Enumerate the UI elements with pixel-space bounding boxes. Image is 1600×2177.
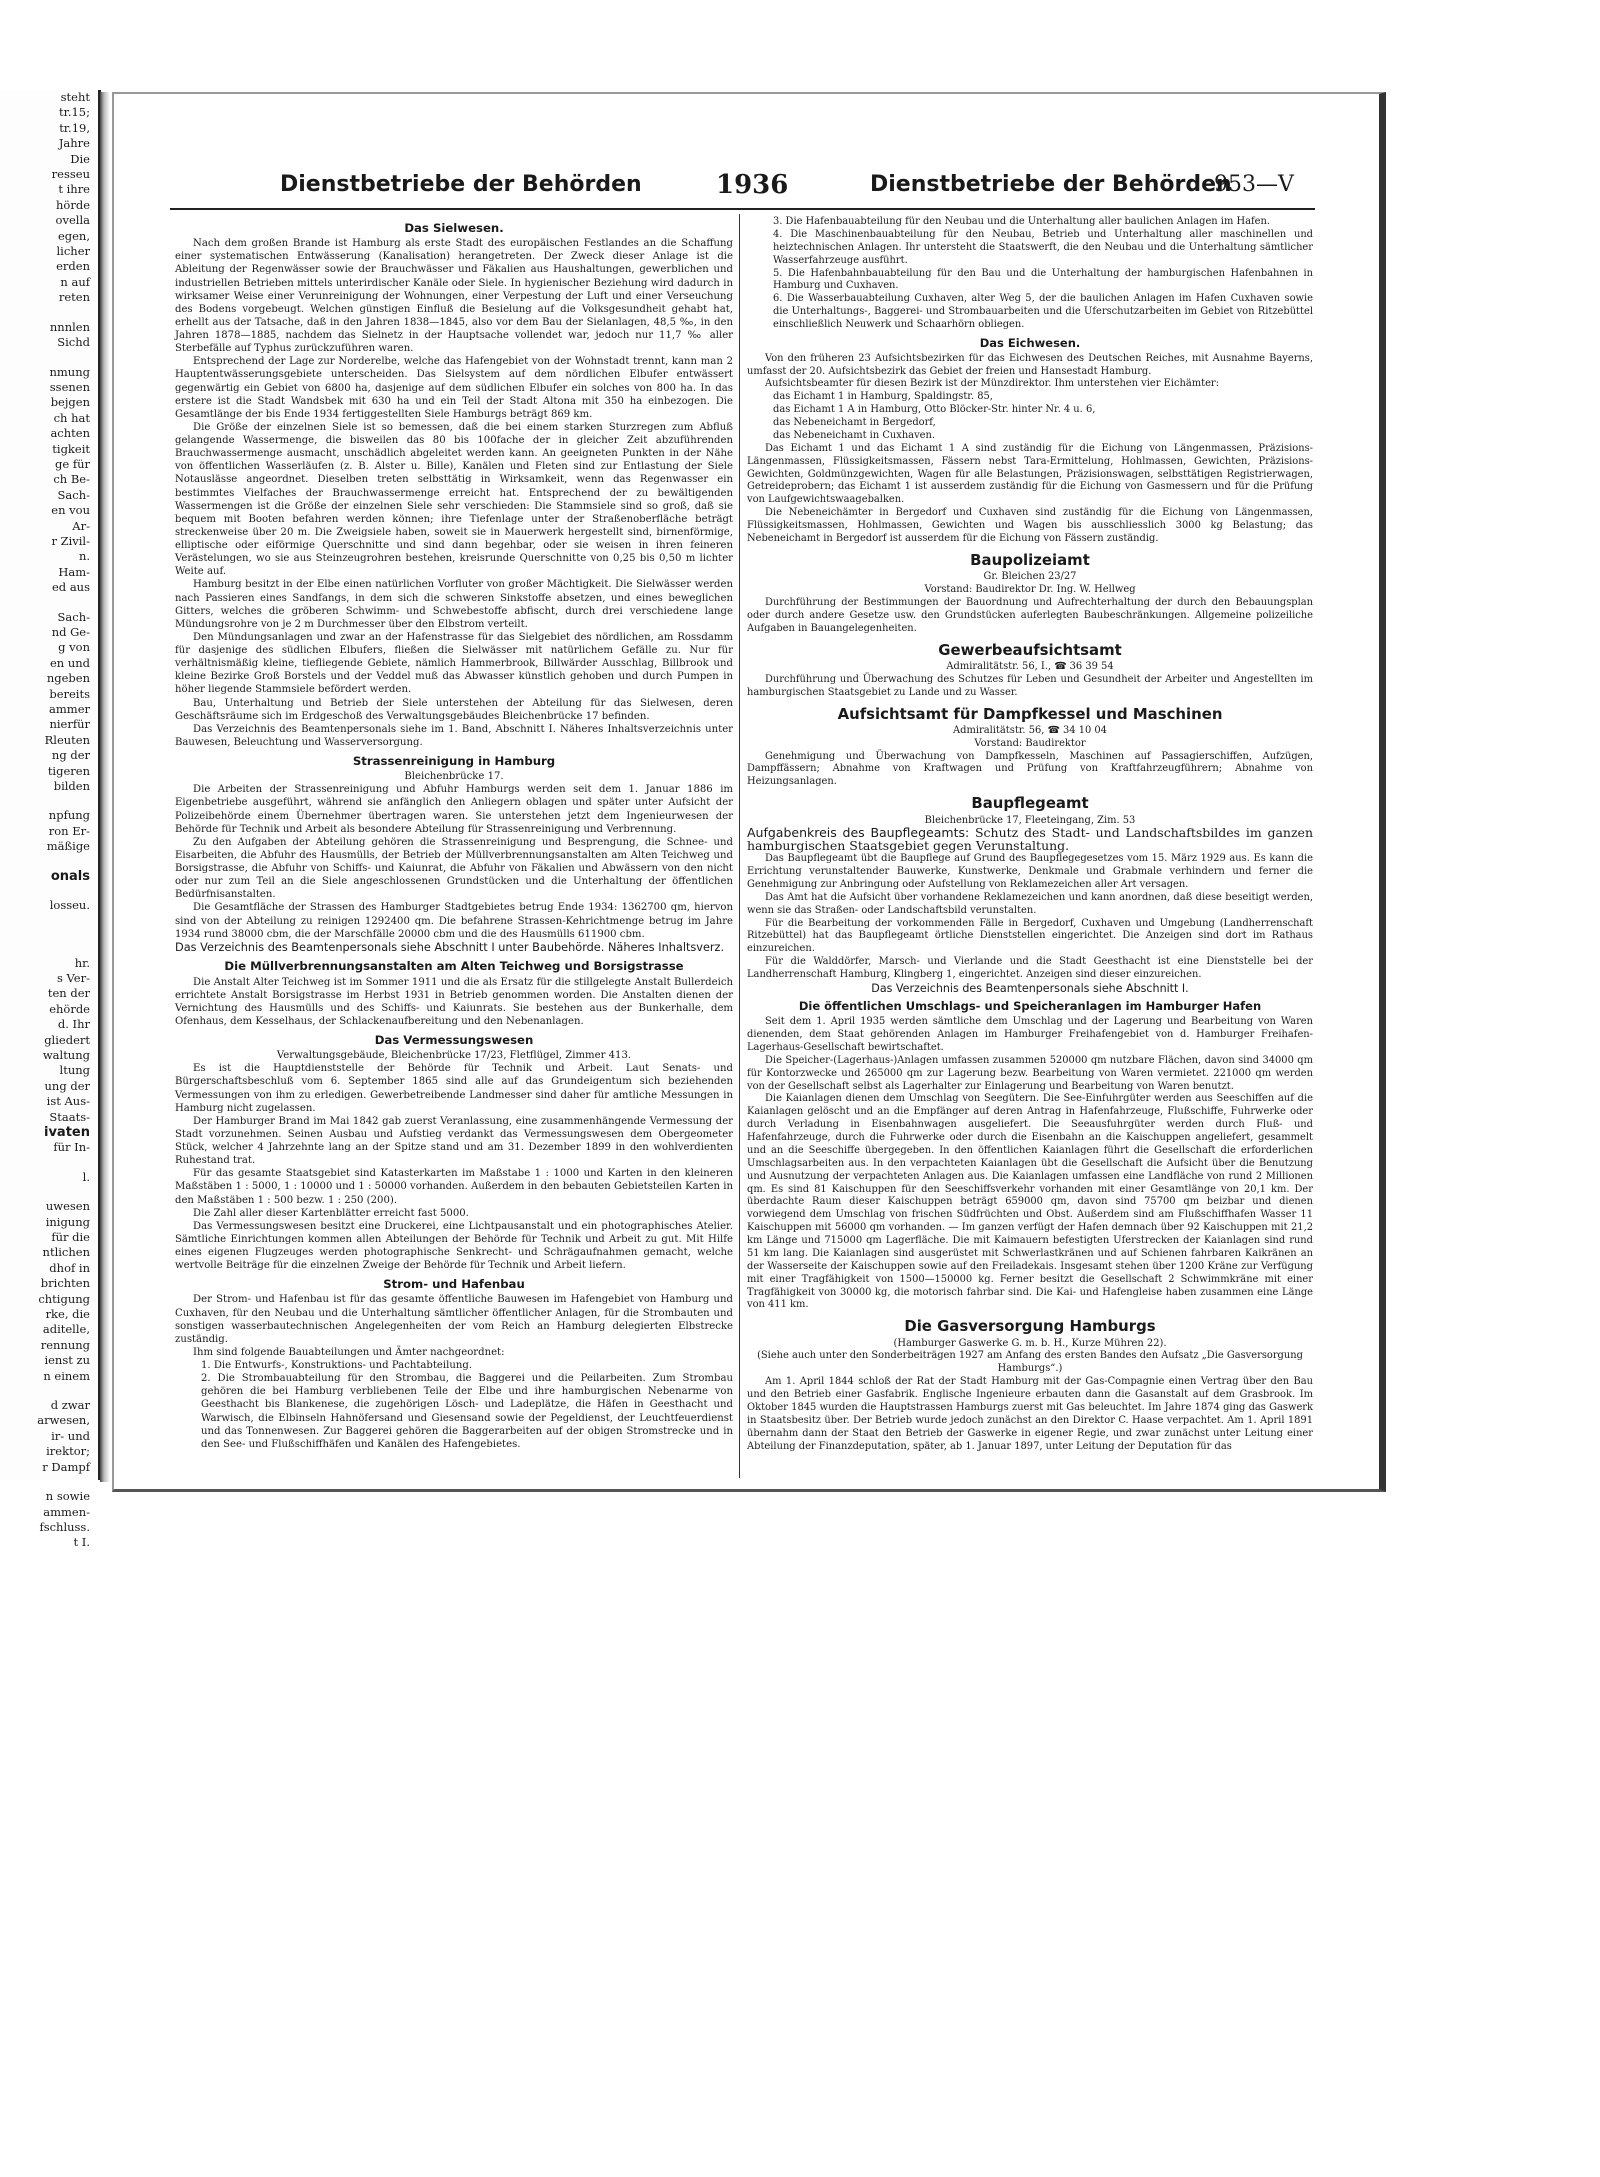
section-title-umschlagsanlagen: Die öffentlichen Umschlags- und Speicheranlagen im Hamburger Hafen [798, 999, 1262, 1014]
paragraph: Ihm sind folgende Bauabteilungen und Ämter nachgeordnet: [193, 1346, 505, 1358]
fragment-line: ntlichen [42, 1245, 90, 1260]
fragment-line: ch Be- [53, 472, 90, 487]
section-title-strom-hafenbau: Strom- und Hafenbau [383, 1277, 525, 1292]
page-number: 953—V [1214, 172, 1294, 197]
list-item: 2. Die Strombauabteilung für den Strombau, die Baggerei und die Peilarbeiten. Zum Strombau gehören die bei Hamburg verbliebenen Teile der Elbe und ihre hamburgischen Nebenarme von Geesthacht bis Blankenese, die zugehörigen Lösch- und Ladeplätze, die Häfen in Geesthacht und Warwisch, die Elbinseln Hahnöfersand und Giesensand sowie der Pegeldienst, der Leuchtfeuerdienst und das Tonnenwesen. Zur Baggerei gehören die Baggerarbeiten auf der obigen Stromstrecke und in den See- und Flußschiffhäfen und Kanälen des Hafengebietes. [201, 1373, 733, 1450]
fragment-gap [0, 1384, 98, 1398]
fragment-gap [0, 596, 98, 610]
paragraph: Genehmigung und Überwachung von Dampfkesseln, Maschinen auf Passagierschiffen, Aufzügen, Dampffässern; Abnahme von Kraftwagen und Prüfung von Kraftfahrzeugführern; Abnahme von Heizungsanlagen. [747, 750, 1313, 788]
fragment-line: en vou [51, 503, 90, 518]
paragraph: Das Vermessungswesen besitzt eine Druckerei, eine Lichtpausanstalt und ein photographisches Atelier. Sämtliche Einrichtungen kommen allen Abteilungen der Behörde für Technik und Arbeit zu gut. Mit Hilfe eines eigenen Flugzeuges werden photographische Senkrecht- und Schrägaufnahmen gemacht, welche wertvolle Beiträge für die einzelnen Zweige der Behörde für Technik und Arbeit liefern. [175, 1220, 733, 1272]
paragraph: Zu den Aufgaben der Abteilung gehören die Strassenreinigung und Besprengung, die Schnee- und Eisarbeiten, die Abfuhr des Hausmülls, der Betrieb der Müllverbrennungsanstalten am Alten Teichweg und Borsigstrasse, die Abfuhr von Schiffs- und Kaiunrat, die Abfuhr von Fäkalien und Abwässern von den nicht oder nur zum Teil an die Siele angeschlossenen Grundstücken und die Unterhaltung der öffentlichen Bedürfnisanstalten. [175, 836, 733, 901]
fragment-line: ng der [51, 748, 90, 763]
list-item: das Nebeneichamt in Bergedorf, [773, 417, 936, 429]
list-item: 3. Die Hafenbauabteilung für den Neubau und die Unterhaltung aller baulichen Anlagen im Hafen. [773, 216, 1270, 227]
fragment-line: nierfür [49, 717, 90, 732]
fragment-gap [0, 884, 98, 898]
fragment-gap [0, 914, 98, 928]
fragment-line: t ihre [58, 182, 90, 197]
section-title-gasversorgung: Die Gasversorgung Hamburgs [904, 1317, 1156, 1336]
fragment-line: ienst zu [44, 1353, 90, 1368]
fragment-line: Jahre [58, 136, 90, 151]
right-column [747, 216, 1313, 1453]
aufgabenkreis [747, 827, 1313, 853]
fragment-line: steht [60, 90, 90, 104]
section-title-gewerbeaufsichtsamt: Gewerbeaufsichtsamt [938, 640, 1122, 659]
personnel-note: Das Verzeichnis des Beamtenpersonals siehe Abschnitt I. [871, 981, 1189, 995]
fragment-line: nnnlen [49, 319, 90, 334]
fragment-gap [0, 1156, 98, 1170]
paragraph: Hamburg besitzt in der Elbe einen natürlichen Vorfluter von großer Mächtigkeit. Die Sielwässer werden nach Passieren eines Sandfangs, in dem sich die schweren Sinkstoffe absetzen, und eines beweglichen Gitters, welches die gröberen Schwimm- und Schwebestoffe abfischt, durch drei verschiedene lange Mündungsrohre von je 2 m Durchmesser über den Elbstrom verteilt. [175, 579, 733, 630]
fragment-line: g von [58, 640, 90, 655]
section-title-eichwesen: Das Eichwesen. [979, 335, 1081, 350]
fragment-line: ge für [55, 456, 90, 471]
fragment-line: ssenen [49, 379, 90, 394]
paragraph: Die Speicher-(Lagerhaus-)Anlagen umfassen zusammen 520000 qm nutzbare Flächen, davon sind 34000 qm für Kontorzwecke und 265000 qm zur Lagerung bezw. Bearbeitung von Waren vermietet. 221000 qm werden von der Gesellschaft selbst als Lagerhalter zur Einlagerung und Bearbeitung von Waren benutzt. [747, 1054, 1313, 1092]
address: Bleichenbrücke 17. [404, 771, 504, 783]
section-title-muellverbrennung: Die Müllverbrennungsanstalten am Alten Teichweg und Borsigstrasse [224, 959, 684, 974]
fragment-line: r Dampf [42, 1459, 90, 1474]
personnel-note: Das Verzeichnis des Beamtenpersonals siehe Abschnitt I unter Baubehörde. Näheres Inhaltsverz. [175, 940, 725, 954]
fragment-line: ovella [55, 213, 90, 228]
paragraph: Durchführung der Bestimmungen der Bauordnung und Aufrechterhaltung der durch den Bebauungsplan oder durch andere Gesetze usw. den Grundstücken auferlegten Baubeschränkungen. Allgemeine polizeiliche Aufgaben in Bauangelegenheiten. [747, 596, 1313, 634]
fragment-line: waltung [42, 1047, 90, 1062]
fragment-line: nd Ge- [51, 625, 90, 639]
fragment-line: ammer [49, 702, 90, 717]
paragraph: Das Amt hat die Aufsicht über vorhandene Reklamezeichen und kann anordnen, daß diese beseitigt werden, wenn sie das Straßen- oder Landschaftsbild verunstalten. [747, 891, 1313, 916]
fragment-line: n. [78, 549, 90, 564]
section-title-vermessungswesen: Das Vermessungswesen [374, 1033, 534, 1048]
fragment-line: chtigung [38, 1291, 90, 1306]
left-column [175, 216, 733, 1451]
fragment-line: aditelle, [42, 1322, 90, 1337]
address: Admiralitätstr. 56, ☎ 34 10 04 [953, 724, 1107, 736]
fragment-line: Sichd [57, 335, 90, 350]
list-item: 4. Die Maschinenbauabteilung für den Neubau, Betrieb und Unterhaltung aller maschinellen und heiztechnischen Anlagen. Ihr untersteht die Staatswerft, die den Neubau und die Unterhaltung sämtlicher Wasserfahrzeuge ausführt. [773, 228, 1313, 266]
fragment-line: ten der [47, 986, 90, 1001]
paragraph: Das Eichamt 1 und das Eichamt 1 A sind zuständig für die Eichung von Längenmassen, Präzisions-Längenmassen, Flüssigkeitsmassen, Fässern nebst Tara-Ermittelung, Hohlmassen, Gewichten, Präzisions-Gewichten, Goldmünzgewichten, Wagen für alle Belastungen, Präzisionswagen, selbsttätigen Registrierwagen, Getreideprobern; das Eichamt 1 ist ausserdem zuständig für die Eichung von Gasmessern und für die Prüfung von Laufgewichtswaagebalken. [747, 442, 1313, 506]
fragment-line: bilden [53, 779, 90, 794]
fragment-line: egen, [57, 228, 90, 243]
fragment-line: dhof in [49, 1260, 90, 1275]
fragment-line: rke, die [45, 1307, 90, 1322]
aufgabenkreis-label: Aufgabenkreis des Baupflegeamts: [747, 825, 970, 841]
fragment-line: hr. [74, 955, 90, 970]
fragment-gap [0, 794, 98, 808]
header-year: 1936 [716, 170, 789, 200]
fragment-gap [0, 306, 98, 320]
list-item: das Nebeneichamt in Cuxhaven. [773, 429, 935, 441]
paragraph: Das Verzeichnis des Beamtenpersonals siehe im 1. Band, Abschnitt I. Näheres Inhaltsverzeichnis unter Bauwesen, Beleuchtung und Wasserversorgung. [175, 723, 733, 748]
fragment-line: Die [70, 151, 90, 166]
fragment-line: t I. [73, 1535, 90, 1550]
fragment-line: ed aus [52, 580, 90, 595]
paragraph: Aufsichtsbeamter für diesen Bezirk ist der Münzdirektor. Ihm unterstehen vier Eichämter: [765, 378, 1219, 390]
fragment-line: onals [50, 868, 90, 884]
fragment-line: n auf [60, 274, 90, 289]
paragraph: Bau, Unterhaltung und Betrieb der Siele unterstehen der Abteilung für das Sielwesen, deren Geschäftsräume sich im Erdgeschoß des Verwaltungsgebäudes Bleichenbrücke 17 befinden. [175, 697, 733, 722]
section-title-baupflegeamt: Baupflegeamt [971, 794, 1089, 813]
fragment-line: n einem [43, 1368, 90, 1383]
fragment-line: l. [82, 1169, 90, 1184]
fragment-line: bejgen [50, 395, 90, 410]
paragraph: Der Strom- und Hafenbau ist für das gesamte öffentliche Bauwesen im Hafengebiet von Hamburg und Cuxhaven, für den Neubau und die Unterhaltung sämtlicher öffentlicher Anlagen, für die Strombauten und sonstigen wasserbautechnischen Angelegenheiten der vom Reich an Hamburg delegierten Elbstrecke zuständig. [175, 1294, 733, 1345]
paragraph: Das Baupflegeamt übt die Baupflege auf Grund des Baupflegegesetzes vom 15. März 1929 aus. Es kann die Errichtung verunstaltender Bauwerke, Kunstwerke, Denkmale und Grabmale verhindern und ferner die Genehmigung zur Anbringung oder Aufstellung von Reklamezeichen aller Art versagen. [747, 853, 1313, 890]
vorstand: Vorstand: Baudirektor [974, 737, 1086, 749]
fragment-line: ngeben [46, 671, 90, 686]
fragment-line: tr.15; [58, 105, 90, 120]
fragment-line: ch hat [53, 410, 90, 425]
section-title-baupolizeiamt: Baupolizeiamt [970, 550, 1090, 569]
paragraph: Es ist die Hauptdienststelle der Behörde für Technik und Arbeit. Laut Senats- und Bürgerschaftsbeschluß vom 6. September 1865 sind alle auf das Grundeigentum sich beziehenden Vermessungen von ihm zu erledigen. Gewerbetreibende Landmesser sind daher für amtliche Messungen in Hamburg nicht zugelassen. [175, 1063, 733, 1114]
fragment-line: licher [56, 244, 90, 259]
fragment-line: r Zivil- [51, 533, 90, 548]
paragraph: Die Zahl aller dieser Kartenblätter erreicht fast 5000. [193, 1207, 469, 1219]
fragment-line: Sach- [57, 487, 90, 502]
paragraph: Die Größe der einzelnen Siele ist so bemessen, daß die bei einem starken Sturzregen zum Abfluß gelangende Wassermenge, die bisweilen das 80 bis 100fache der in gleicher Zeit abzuführenden Brauchwassermenge ausmacht, unschädlich abgeleitet werden kann. An geeigneten Punkten in der Nähe von öffentlichen Wasserläufen (z. B. Alster u. Bille), Kanälen und Fleten sind zur Entlastung der Siele Notauslässe angeordnet. Dieselben treten selbsttätig in Wirksamkeit, wenn das Regenwasser ein bestimmtes Vielfaches der Brauchwassermenge erreicht hat. Entsprechend der zu bewältigenden Wassermengen ist die Größe der einzelnen Siele sehr verschieden: Die Stammsiele sind so groß, daß sie bequem mit Booten befahren werden können; ihre Tiefenlage unter der Straßenoberfläche beträgt streckenweise über 20 m. Die Zweigsiele haben, soweit sie in Mauerwerk hergestellt sind, birnenförmige, elliptische oder eiförmige Querschnitte und sind dann begehbar, oder sie weisen in ihren feineren Verästelungen, wo sie aus Steinzeugrohren bestehen, kreisrunde Querschnitte von 0,25 bis 0,50 m lichter Weite auf. [175, 421, 733, 578]
paragraph: Am 1. April 1844 schloß der Rat der Stadt Hamburg mit der Gas-Compagnie einen Vertrag über den Bau und den Betrieb einer Gasfabrik. Englische Ingenieure erbauten dann die Gasanstalt auf dem Grasbrook. Im Oktober 1845 wurden die Hauptstrassen Hamburgs zuerst mit Gas beleuchtet. Im Jahre 1874 ging das Gaswerk in Staatsbesitz über. Der Betrieb wurde jedoch zunächst an den Direktor C. Haase verpachtet. Am 1. April 1891 übernahm dann der Staat den Betrieb der Gaswerke in eigener Regie, und zwar zunächst unter Leitung einer Abteilung der Finanzdeputation, später, ab 1. Januar 1897, unter Leitung der Deputation für das [747, 1376, 1313, 1452]
fragment-line: tigeren [47, 763, 90, 778]
paragraph: Durchführung und Überwachung des Schutzes für Leben und Gesundheit der Arbeiter und Angestellten im hamburgischen Staatsgebiet zu Lande und zu Wasser. [747, 673, 1313, 698]
vorstand: Vorstand: Baudirektor Dr. Ing. W. Hellweg [924, 584, 1136, 596]
list-item: das Eichamt 1 A in Hamburg, Otto Blöcker-Str. hinter Nr. 4 u. 6, [773, 404, 1096, 416]
paragraph: Nach dem großen Brande ist Hamburg als erste Stadt des europäischen Festlandes an die Schaffung einer systematischen Entwässerung (Kanalisation) herangetreten. Der Zweck dieser Anlage ist die Ableitung der Regenwässer sowie der Brauchwässer und Fäkalien aus Haushaltungen, gewerblichen und industriellen Betrieben mittels unterirdischer Kanäle oder Siele. In hygienischer Beziehung wird dadurch in wirksamer Weise einer Verunreinigung der Wohnungen, einer Verpestung der Luft und einer Verseuchung des Bodens vorgebeugt. Welchen günstigen Einfluß die Besielung auf die Volksgesundheit gehabt hat, erhellt aus der Tatsache, daß in den Jahren 1838—1845, also vor dem Bau der Sielanlagen, 48,5 ‰, in den Jahren 1878—1885, nachdem das Sielnetz in der Hauptsache vollendet war, jedoch nur 11,7 ‰ aller Sterbefälle auf Typhus zurückzuführen waren. [175, 238, 733, 355]
fragment-line: ehörde [49, 1001, 90, 1016]
list-item: 5. Die Hafenbahnbauabteilung für den Bau und die Unterhaltung der hamburgischen Hafenbahnen in Hamburg und Cuxhaven. [773, 267, 1313, 292]
section-title-dampfkessel: Aufsichtsamt für Dampfkessel und Maschinen [837, 704, 1223, 723]
fragment-line: d zwar [50, 1398, 90, 1413]
fragment-line: gliedert [44, 1032, 90, 1047]
header-left-title: Dienstbetriebe der Behörden [280, 172, 642, 197]
paragraph: Für die Bearbeitung der vorkommenden Fälle in Bergedorf, Cuxhaven und Umgebung (Landherrenschaft Ritzebüttel) hat das Baupflegeamt örtliche Dienststellen eingerichtet. Die Anzeigen sind dort im Rathaus einzureichen. [747, 917, 1313, 955]
fragment-line: hörde [56, 197, 90, 212]
fragment-line: achten [50, 426, 90, 441]
book-gutter [100, 92, 110, 1482]
fragment-line: reten [58, 290, 90, 305]
fragment-line: n sowie [45, 1489, 90, 1504]
subtitle: (Hamburger Gaswerke G. m. b. H., Kurze Mühren 22). [893, 1337, 1167, 1349]
fragment-line: Rleuten [44, 732, 90, 747]
fragment-line: ivaten [44, 1124, 90, 1140]
fragment-line: bereits [49, 686, 90, 701]
paragraph: Den Mündungsanlagen und zwar an der Hafenstrasse für das Sielgebiet des nördlichen, am Rossdamm für dasjenige des südlichen Elbufers, fließen die Sielwässer mit natürlichem Gefälle zu. Nur für verhältnismäßig kleine, tiefliegende Gebiete, nämlich Hammerbrook, Billwärder Ausschlag, Billbrook und kleine Bezirke Groß Borstels und der Veddel muß das Abwasser künstlich gehoben und durch Pumpen in höher liegende Stammsiele befördert werden. [175, 631, 733, 696]
fragment-line: ist Aus- [46, 1094, 90, 1109]
fragment-line: losseu. [49, 898, 90, 913]
previous-page-strip [0, 90, 101, 1550]
list-item: 6. Die Wasserbauabteilung Cuxhaven, alter Weg 5, der die baulichen Anlagen im Hafen Cuxhaven sowie die Unterhaltungs-, Baggerei- und Strombauarbeiten und die Uferschutzarbeiten im Gebiet von Ritzebüttel einschließlich Neuwerk und Schaarhörn obliegen. [773, 293, 1313, 330]
fragment-line: Staats- [49, 1109, 90, 1124]
fragment-gap [0, 942, 98, 956]
paragraph: Von den früheren 23 Aufsichtsbezirken für das Eichwesen des Deutschen Reiches, mit Ausnahme Bayerns, umfasst der 20. Aufsichtsbezirk das Gebiet der freien und Hansestadt Hamburg. [747, 352, 1313, 377]
fragment-line: d. Ihr [57, 1017, 90, 1032]
fragment-line: für die [51, 1230, 90, 1244]
paragraph: Seit dem 1. April 1935 werden sämtliche dem Umschlag und der Lagerung und Bearbeitung von Waren dienenden, dem Staat gehörenden Anlagen im Hamburger Freihafengebiet von d. Hamburger Freihafen-Lagerhaus-Gesellschaft bewirtschaftet. [747, 1016, 1313, 1053]
fragment-line: rennung [40, 1337, 90, 1352]
header-right-title: Dienstbetriebe der Behörden [870, 172, 1232, 197]
fragment-line: inigung [45, 1214, 90, 1229]
fragment-gap [0, 351, 98, 365]
fragment-line: ammen- [43, 1504, 90, 1519]
address: Bleichenbrücke 17, Fleeteingang, Zim. 53 [924, 814, 1136, 826]
fragment-line: tr.19, [59, 120, 90, 135]
paragraph: Die Arbeiten der Strassenreinigung und Abfuhr Hamburgs werden seit dem 1. Januar 1886 im Eigenbetriebe ausgeführt, während sie anfänglich den Anliegern oblagen und später unter Aufsicht der Polizeibehörde einem Übernehmer übertragen waren. Sie unterstehen jetzt dem Ingenieurwesen der Behörde für Technik und Arbeit als besondere Abteilung für Strassenreinigung und Verbrennung. [175, 784, 733, 835]
fragment-line: Sach- [57, 609, 90, 624]
paragraph: Der Hamburger Brand im Mai 1842 gab zuerst Veranlassung, eine zusammenhängende Vermessung der Stadt vorzunehmen. Seinen Ausbau und Aufstieg verdankt das Vermessungswesen dem Obergeometer Stück, welcher 4 Jahrzehnte lang an der Spitze stand und am 31. Dezember 1899 in den wohlverdienten Ruhestand trat. [175, 1115, 733, 1167]
address: Gr. Bleichen 23/27 [983, 571, 1077, 583]
fragment-line: ir- und [51, 1428, 90, 1443]
fragment-line: npfung [48, 808, 90, 823]
paragraph: Die Nebeneichämter in Bergedorf und Cuxhaven sind zuständig für die Eichung von Längenmassen, Flüssigkeitsmassen, Hohlmassen, Gewichten und Wagen bis ausschliesslich 3000 kg Belastung; das Nebeneichamt in Bergedorf ist ausserdem für die Eichung von Fässern zuständig. [747, 507, 1313, 544]
fragment-line: tigkeit [52, 441, 90, 456]
fragment-line: ung der [44, 1078, 90, 1093]
fragment-line: mäßige [46, 839, 90, 854]
fragment-gap [0, 928, 98, 942]
fragment-line: arwesen, [37, 1413, 90, 1428]
section-title-strassenreinigung: Strassenreinigung in Hamburg [352, 754, 556, 769]
aufgabenkreis-text: Schutz des Stadt- und Landschaftsbildes im ganzen hamburgischen Staatsgebiet gegen Verunstaltung. [747, 825, 1313, 854]
fragment-line: brichten [40, 1276, 90, 1291]
fragment-line: s Ver- [57, 970, 90, 985]
fragment-line: nmung [49, 364, 90, 379]
paragraph: Für das gesamte Staatsgebiet sind Katasterkarten im Maßstabe 1 : 1000 und Karten in den kleineren Maßstäben 1 : 5000, 1 : 10000 und 1 : 50000 vorhanden. Außerdem in den bebauten Gebietsteilen Karten in den Maßstäben 1 : 500 bezw. 1 : 250 (200). [175, 1168, 733, 1206]
address: Admiralitätstr. 56, I., ☎ 36 39 54 [946, 660, 1114, 672]
fragment-line: Ar- [72, 518, 90, 533]
fragment-line: ltung [59, 1063, 90, 1078]
fragment-gap [0, 1475, 98, 1489]
fragment-line: für In- [53, 1140, 90, 1155]
subtitle-reference: (Siehe auch unter den Sonderbeiträgen 1927 am Anfang des ersten Bandes den Aufsatz „Die Gasversorgung Hamburgs“.) [757, 1350, 1303, 1375]
fragment-gap [0, 1185, 98, 1199]
fragment-line: resseu [51, 167, 90, 182]
fragment-gap [0, 855, 98, 869]
fragment-line: ron Er- [48, 823, 90, 838]
section-title-sielwesen: Das Sielwesen. [404, 221, 504, 235]
header-rule [170, 208, 1315, 210]
paragraph: Für die Walddörfer, Marsch- und Vierlande und die Stadt Geesthacht ist eine Dienststelle bei der Landherrenschaft Hamburg, Klingberg 1, eingerichtet. Anzeigen sind dieser einzureichen. [747, 956, 1313, 981]
paragraph: Die Kaianlagen dienen dem Umschlag von Seegütern. Die See-Einfuhrgüter werden aus Seeschiffen auf die Kaianlagen gelöscht und an die Empfänger auf deren Antrag in Hafenfahrzeuge, Flußschiffe, Fuhrwerke oder durch Verladung in Eisenbahnwagen ausgeliefert. Die Seeausfuhrgüter werden durch Fluß- und Hafenfahrzeuge, durch die Fuhrwerke oder durch die Eisenbahn an die Kaischuppen angeliefert, gesammelt und an die Seeschiffe übergegeben. In den öffentlichen Kaianlagen führt die Gesellschaft die erforderlichen Umschlagsarbeiten aus. In den verpachteten Kaianlagen übt die Gesellschaft die Aufsicht über die Benutzung und Ausnutzung der verpachteten Anlagen aus. Die Kaianlagen umfassen eine Landfläche von rund 2 Millionen qm. Es sind 81 Kaischuppen für den Seeschiffsverkehr vorhanden mit einer Gesamtlänge von 20,1 km. Der überdachte Raum dieser Kaischuppen beträgt 659000 qm, davon sind 75700 qm beizbar und dienen vorwiegend dem Umschlag von frischen Südfrüchten und Obst. Außerdem sind am Flußschiffhafen Wasser 11 Kaischuppen mit 56000 qm vorhanden. — Im ganzen verfügt der Hafen demnach über 92 Kaischuppen mit 21,2 km Länge und 715000 qm Lagerfläche. Die mit Kaimauern befestigten Uferstrecken der Kaianlagen sind rund 51 km lang. Die Kaianlagen sind ausgerüstet mit Schwerlastkränen und auf Schienen fahrbaren Kaikränen an der Wasserseite der Kaischuppen sowie auf den Freiladekais. Insgesamt stehen über 1200 Kräne zur Verfügung mit einer Tragfähigkeit von 1500—150000 kg. Ferner besitzt die Gesellschaft 2 Schwimmkräne mit einer Tragfähigkeit von 30000 kg, die motorisch fahrbar sind. Die Kai- und Hafengleise haben zusammen eine Länge von 411 km. [747, 1093, 1313, 1311]
paragraph: Die Anstalt Alter Teichweg ist im Sommer 1911 und die als Ersatz für die stillgelegte Anstalt Bullerdeich errichtete Anstalt Borsigstrasse im Herbst 1931 in Betrieb genommen worden. Die Anstalten dienen der Vernichtung des Hausmülls und des Schiffs- und Kaiunrats. Sie bestehen aus der Bunkerhalle, dem Ofenhaus, dem Kesselhaus, der Schlackenaufbereitung und den Nebenanlagen. [175, 976, 733, 1027]
fragment-line: en und [49, 655, 90, 670]
list-item: das Eichamt 1 in Hamburg, Spaldingstr. 85, [773, 391, 993, 403]
column-divider [739, 214, 740, 1478]
fragment-line: uwesen [45, 1199, 90, 1214]
fragment-line: fschluss. [39, 1519, 90, 1534]
fragment-line: Ham- [58, 564, 90, 579]
page-header [170, 172, 1315, 206]
fragment-line: irektor; [46, 1444, 90, 1459]
paragraph: Die Gesamtfläche der Strassen des Hamburger Stadtgebietes betrug Ende 1934: 1362700 qm, hiervon sind von der Abteilung zu reinigen 1292400 qm. Die befahrene Strassen-Kehrichtmenge betrug im Jahre 1934 rund 38000 cbm, die der Marschfälle 20000 cbm und die des Hausmülls 611900 cbm. [175, 902, 733, 940]
address: Verwaltungsgebäude, Bleichenbrücke 17/23, Fletflügel, Zimmer 413. [276, 1050, 632, 1062]
paragraph: Entsprechend der Lage zur Norderelbe, welche das Hafengebiet von der Wohnstadt trennt, kann man 2 Hauptentwässerungsgebiete unterscheiden. Das Sielsystem auf dem nördlichen Elbufer entwässert gegenwärtig ein Gebiet von 6800 ha, dasjenige auf dem südlichen Elbufer ein solches von 800 ha. In das erstere ist die Stadt Wandsbek mit 630 ha und ein Teil der Stadt Altona mit 350 ha einbezogen. Die Gesamtlänge der bis Ende 1934 fertiggestellten Siele Hamburgs beträgt 869 km. [175, 356, 733, 420]
fragment-line: erden [56, 259, 90, 274]
list-item: 1. Die Entwurfs-, Konstruktions- und Pachtabteilung. [201, 1360, 473, 1372]
